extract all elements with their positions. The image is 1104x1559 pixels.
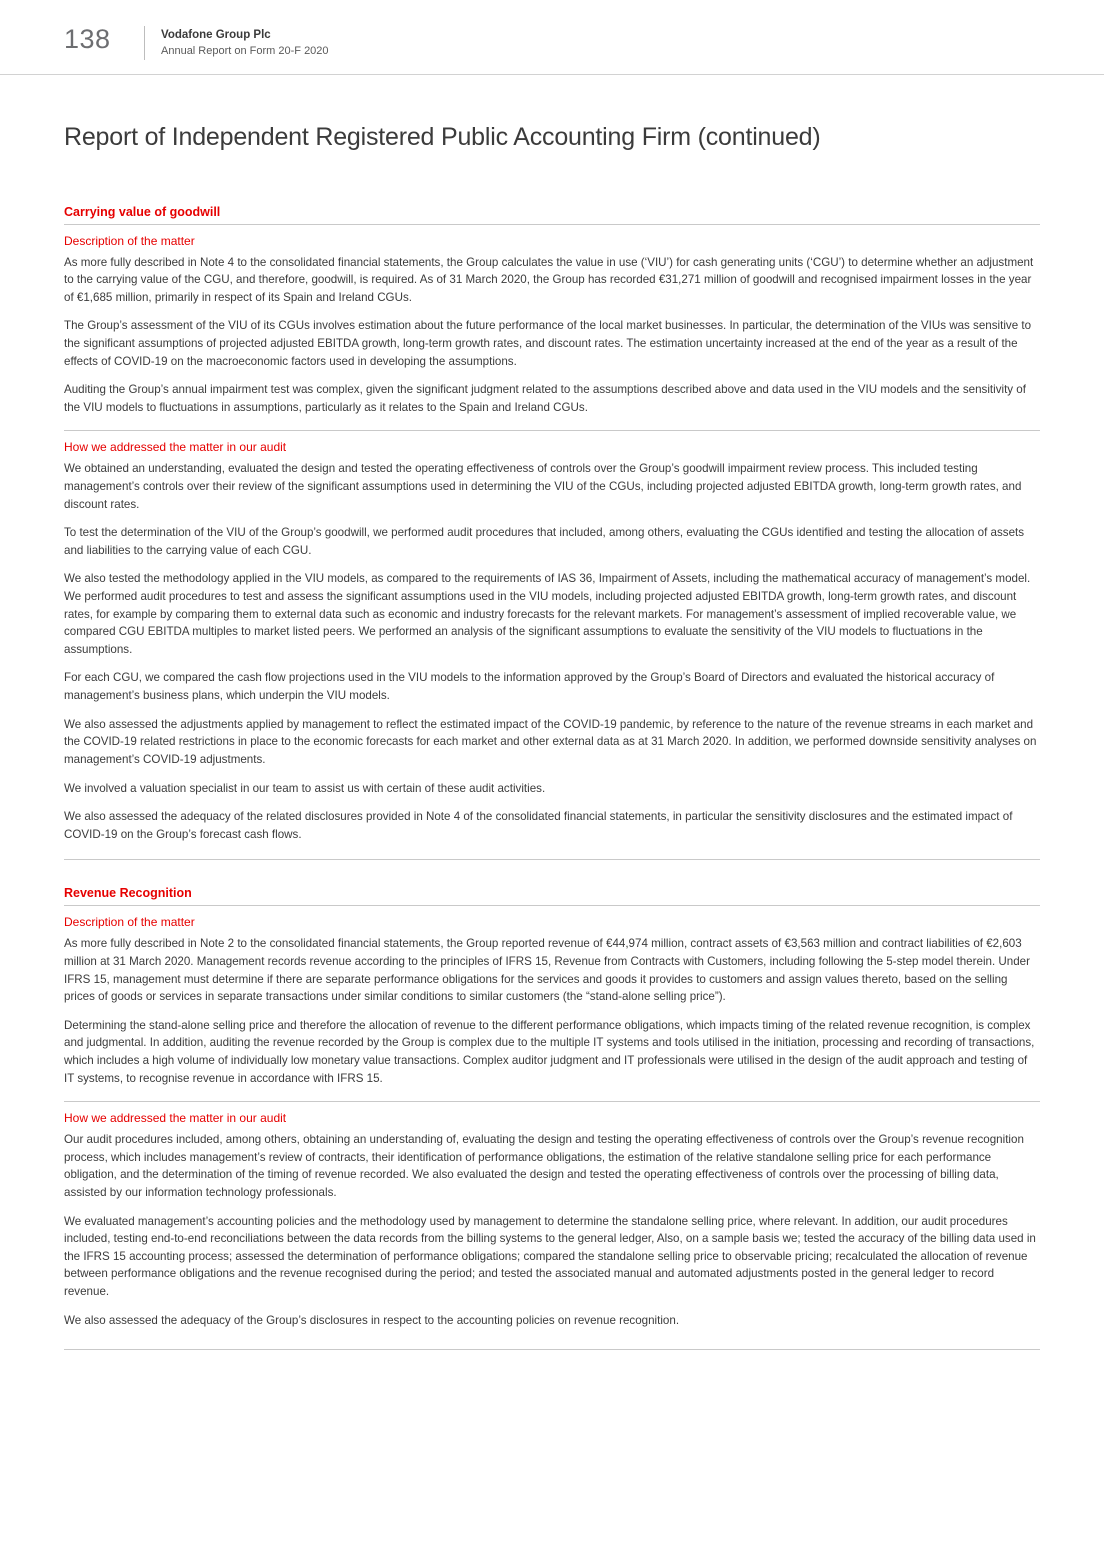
report-name: Annual Report on Form 20-F 2020 [161, 44, 329, 57]
section-carrying-value-of-goodwill [64, 205, 1040, 861]
sub-heading: Description of the matter [64, 915, 195, 930]
paragraph: Our audit procedures included, among others, obtaining an understanding of, evaluating the design and testing the operating effectiveness of controls over the Group’s revenue recognition process, which includes management’s review of contracts, their identification of performance obligations, the estimation of the relative standalone selling price for each performance obligation, and the determination of the timing of revenue recorded. We also evaluated the design and tested the operating effectiveness of controls over the processing of billing data, assisted by our information technology professionals. [64, 1133, 1024, 1200]
block-description-of-the-matter [64, 234, 1040, 417]
section-divider [64, 859, 1040, 860]
paragraph: The Group’s assessment of the VIU of its CGUs involves estimation about the future performance of the local market businesses. In particular, the determination of the VIUs was sensitive to the significant assumptions of projected adjusted EBITDA growth, long-term growth rates, and discount rates. The estimation uncertainty increased at the end of the year as a result of the effects of COVID-19 on the macroeconomic factors used in developing the assumptions. [64, 319, 1032, 368]
paragraph: As more fully described in Note 2 to the consolidated financial statements, the Group reported revenue of €44,974 million, contract assets of €3,563 million and contract liabilities of €2,603 million at 31 March 2020. Management records revenue according to the principles of IFRS 15, Revenue from Contracts with Customers, including following the 5-step model therein. Under IFRS 15, management must determine if there are separate performance obligations for the services and goods it provides to customers and assign values thereto, based on the selling prices of goods or services in separate transactions under similar conditions to similar customers (the “stand-alone selling price”). [64, 937, 1030, 1004]
paragraph: We evaluated management’s accounting policies and the methodology used by management to determine the standalone selling price, where relevant. In addition, our audit procedures included, testing end-to-end reconciliations between the data records from the billing systems to the general ledger, Also, on a sample basis we; tested the accuracy of the billing data used in the IFRS 15 accounting process; assessed the determination of performance obligations; compared the standalone selling price to observable pricing; recalculated the allocation of revenue between performance obligations and the revenue recognised during the period; and tested the associated manual and automated adjustments posted in the general ledger to record revenue. [64, 1214, 1036, 1299]
paragraph: We also assessed the adequacy of the Group’s disclosures in respect to the accounting policies on revenue recognition. [64, 1313, 680, 1327]
page-number: 138 [64, 24, 111, 54]
paragraph: We also assessed the adjustments applied by management to reflect the estimated impact of the COVID-19 pandemic, by reference to the nature of the revenue streams in each market and the COVID-19 related restrictions in place to the economic forecasts for each market and other external data as at 31 March 2020. In addition, we performed downside sensitivity analyses on management’s COVID-19 adjustments. [64, 717, 1037, 766]
header-rule [0, 74, 1104, 75]
block-how-we-addressed-the-matter [64, 1101, 1040, 1329]
header-text-group [161, 26, 329, 58]
paragraph: We also tested the methodology applied in the VIU models, as compared to the requirements of IAS 36, Impairment of Assets, including the mathematical accuracy of management’s model. We performed audit procedures to test and assess the significant assumptions used in the VIU models, including projected adjusted EBITDA growth, long-term growth rates, and discount rates, for example by comparing them to external data such as economic and industry forecasts for the relevant markets. For management’s assessment of implied recoverable value, we compared CGU EBITDA multiples to market listed peers. We performed an analysis of the significant assumptions to evaluate the sensitivity of the VIU models to fluctuations in the assumptions. [64, 572, 1031, 656]
block-how-we-addressed-the-matter [64, 430, 1040, 843]
section-revenue-recognition [64, 886, 1040, 1329]
page-title: Report of Independent Registered Public Accounting Firm (continued) [64, 122, 821, 151]
paragraph: Determining the stand-alone selling price and therefore the allocation of revenue to the different performance obligations, which impacts timing of the related revenue recognition, is complex and judgmental. In addition, auditing the revenue recorded by the Group is complex due to the multiple IT systems and tools utilised in the initiation, processing and recording of transactions, which includes a high volume of individually low monetary value transactions. Complex auditor judgment and IT professionals were utilised in the design of the audit approach and testing of IT systems, to recognise revenue in accordance with IFRS 15. [64, 1018, 1035, 1085]
page-header [0, 0, 1104, 78]
paragraph: We obtained an understanding, evaluated the design and tested the operating effectiveness of controls over the Group’s goodwill impairment review process. This included testing management’s controls over their review of the significant assumptions used in determining the VIU of the CGUs, including projected adjusted EBITDA growth, long-term growth rates, and discount rates. [64, 462, 1022, 511]
paragraph: We also assessed the adequacy of the related disclosures provided in Note 4 of the consolidated financial statements, in particular the sensitivity disclosures and the estimated impact of COVID-19 on the Group’s forecast cash flows. [64, 810, 1013, 841]
header-divider [144, 26, 145, 60]
document-body [0, 169, 1104, 1330]
paragraph: As more fully described in Note 4 to the consolidated financial statements, the Group calculates the value in use (‘VIU’) for cash generating units (‘CGU’) to determine whether an adjustment to the carrying value of the CGU, and therefore, goodwill, is required. As of 31 March 2020, the Group has recorded €31,271 million of goodwill and recognised impairment losses in the year of €1,685 million, primarily in respect of its Spain and Ireland CGUs. [64, 255, 1034, 304]
section-heading: Carrying value of goodwill [64, 205, 1040, 225]
sub-heading: Description of the matter [64, 233, 195, 248]
sub-heading: How we addressed the matter in our audit [64, 430, 1040, 454]
sub-heading: How we addressed the matter in our audit [64, 1101, 1040, 1125]
section-heading: Revenue Recognition [64, 886, 1040, 906]
paragraph: For each CGU, we compared the cash flow projections used in the VIU models to the information approved by the Group’s Board of Directors and evaluated the historical accuracy of management’s business plans, which underpin the VIU models. [64, 671, 995, 703]
block-description-of-the-matter [64, 915, 1040, 1087]
paragraph: We involved a valuation specialist in our team to assist us with certain of these audit activities. [64, 781, 546, 795]
company-name: Vodafone Group Plc [161, 29, 271, 41]
paragraph: Auditing the Group’s annual impairment test was complex, given the significant judgment related to the assumptions described above and data used in the VIU models and the sensitivity of the VIU models to fluctuations in assumptions, particularly as it relates to the Spain and Ireland CGUs. [64, 383, 1026, 414]
paragraph: To test the determination of the VIU of the Group’s goodwill, we performed audit procedures that included, among others, evaluating the CGUs identified and testing the allocation of assets and liabilities to the carrying value of each CGU. [64, 526, 1025, 557]
page-bottom-divider [64, 1349, 1040, 1350]
